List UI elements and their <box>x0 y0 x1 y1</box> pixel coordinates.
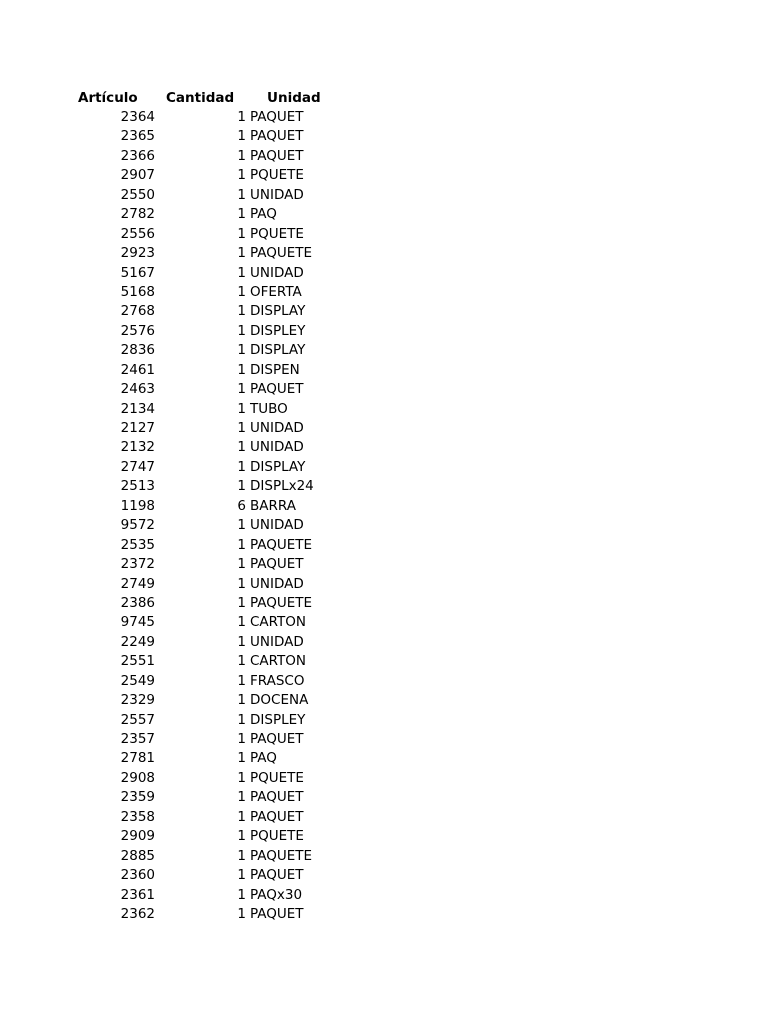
table-row <box>0 633 768 652</box>
cell-cantidad: 1 <box>237 458 246 475</box>
cell-articulo: 2127 <box>120 420 155 436</box>
cell-articulo: 2364 <box>120 109 155 125</box>
table-row <box>0 380 768 399</box>
cell-unidad: PQUETE <box>250 769 304 786</box>
cell-cantidad: 1 <box>237 400 246 417</box>
table-row <box>0 147 768 166</box>
header-unidad: Unidad <box>267 90 321 106</box>
cell-cantidad: 1 <box>237 750 246 767</box>
table-row <box>0 108 768 127</box>
cell-cantidad: 1 <box>237 886 246 903</box>
cell-unidad: PAQUET <box>250 808 304 825</box>
cell-articulo: 2885 <box>120 847 155 864</box>
cell-unidad: UNIDAD <box>250 264 304 281</box>
cell-cantidad: 1 <box>237 283 246 300</box>
cell-cantidad: 1 <box>237 420 246 436</box>
cell-articulo: 2556 <box>120 225 155 242</box>
cell-articulo: 2550 <box>120 186 155 203</box>
cell-unidad: DISPLx24 <box>250 478 314 495</box>
cell-articulo: 2549 <box>120 672 155 689</box>
cell-articulo: 5167 <box>120 264 155 281</box>
cell-cantidad: 1 <box>237 303 246 320</box>
table-row <box>0 769 768 788</box>
cell-articulo: 2909 <box>120 828 155 845</box>
cell-articulo: 2329 <box>120 692 155 709</box>
cell-cantidad: 1 <box>237 264 246 281</box>
cell-unidad: BARRA <box>250 497 296 514</box>
table-row <box>0 536 768 555</box>
table-row <box>0 302 768 321</box>
table-row <box>0 691 768 710</box>
table-row <box>0 127 768 146</box>
cell-cantidad: 1 <box>237 808 246 825</box>
cell-unidad: DOCENA <box>250 692 309 709</box>
cell-articulo: 2361 <box>120 886 155 903</box>
table-row <box>0 594 768 613</box>
cell-unidad: PAQUETE <box>250 536 313 553</box>
cell-cantidad: 1 <box>237 245 246 262</box>
cell-unidad: PAQx30 <box>250 886 303 903</box>
table-row <box>0 419 768 438</box>
table-row <box>0 400 768 419</box>
cell-cantidad: 1 <box>237 478 246 495</box>
table-row <box>0 711 768 730</box>
cell-cantidad: 1 <box>237 556 246 573</box>
cell-articulo: 2781 <box>120 750 155 767</box>
cell-cantidad: 1 <box>237 789 246 806</box>
cell-unidad: CARTON <box>250 614 307 631</box>
cell-cantidad: 1 <box>237 225 246 242</box>
table-row <box>0 322 768 341</box>
cell-articulo: 1198 <box>120 497 155 514</box>
cell-cantidad: 1 <box>237 128 246 145</box>
cell-unidad: PAQUETE <box>250 594 313 611</box>
table-row <box>0 866 768 885</box>
cell-cantidad: 1 <box>237 731 246 747</box>
table-row <box>0 613 768 632</box>
cell-articulo: 2907 <box>120 167 155 184</box>
cell-cantidad: 1 <box>237 828 246 845</box>
cell-unidad: PAQUET <box>250 556 304 573</box>
cell-articulo: 2782 <box>120 206 155 223</box>
cell-unidad: PAQUET <box>250 128 304 145</box>
cell-articulo: 5168 <box>120 283 155 300</box>
table-row <box>0 341 768 360</box>
table-row <box>0 438 768 457</box>
cell-cantidad: 1 <box>237 867 246 884</box>
cell-articulo: 2557 <box>120 711 155 728</box>
table-row <box>0 283 768 302</box>
cell-articulo: 2366 <box>120 147 155 164</box>
cell-cantidad: 1 <box>237 517 246 534</box>
table-row <box>0 749 768 768</box>
cell-unidad: PAQUET <box>250 109 304 125</box>
cell-unidad: PQUETE <box>250 225 304 242</box>
cell-cantidad: 1 <box>237 167 246 184</box>
cell-unidad: PAQ <box>250 206 277 223</box>
table-row <box>0 264 768 283</box>
cell-articulo: 2358 <box>120 808 155 825</box>
table-row <box>0 672 768 691</box>
articles-table <box>0 88 768 924</box>
cell-unidad: PQUETE <box>250 828 304 845</box>
table-row <box>0 205 768 224</box>
table-row <box>0 827 768 846</box>
cell-articulo: 2463 <box>120 381 155 398</box>
cell-articulo: 2372 <box>120 556 155 573</box>
cell-unidad: PAQUET <box>250 731 304 747</box>
cell-articulo: 2551 <box>120 653 155 670</box>
cell-articulo: 2386 <box>120 594 155 611</box>
table-row <box>0 186 768 205</box>
cell-articulo: 2836 <box>120 342 155 359</box>
cell-articulo: 2249 <box>120 633 155 650</box>
cell-cantidad: 1 <box>237 575 246 592</box>
cell-cantidad: 1 <box>237 381 246 398</box>
cell-articulo: 2749 <box>120 575 155 592</box>
cell-cantidad: 1 <box>237 594 246 611</box>
cell-cantidad: 1 <box>237 439 246 456</box>
cell-unidad: UNIDAD <box>250 633 304 650</box>
cell-unidad: CARTON <box>250 653 307 670</box>
table-row <box>0 808 768 827</box>
table-row <box>0 244 768 263</box>
cell-unidad: OFERTA <box>250 283 302 300</box>
cell-articulo: 2576 <box>120 322 155 339</box>
cell-unidad: PAQUETE <box>250 847 313 864</box>
header-cantidad: Cantidad <box>166 90 235 106</box>
table-row <box>0 477 768 496</box>
table-row <box>0 555 768 574</box>
cell-cantidad: 1 <box>237 147 246 164</box>
cell-unidad: PAQ <box>250 750 277 767</box>
cell-cantidad: 1 <box>237 672 246 689</box>
cell-cantidad: 1 <box>237 361 246 378</box>
cell-articulo: 2132 <box>120 439 155 456</box>
cell-unidad: UNIDAD <box>250 575 304 592</box>
cell-articulo: 2365 <box>120 128 155 145</box>
header-articulo: Artículo <box>78 90 138 106</box>
cell-unidad: PAQUET <box>250 789 304 806</box>
cell-unidad: PAQUETE <box>250 245 313 262</box>
cell-unidad: DISPLAY <box>250 303 306 320</box>
cell-cantidad: 1 <box>237 692 246 709</box>
table-row <box>0 225 768 244</box>
cell-articulo: 2923 <box>120 245 155 262</box>
cell-articulo: 2908 <box>120 769 155 786</box>
table-header <box>0 88 768 108</box>
cell-articulo: 2362 <box>120 905 155 922</box>
cell-articulo: 9745 <box>120 614 155 631</box>
cell-articulo: 2768 <box>120 303 155 320</box>
table-row <box>0 788 768 807</box>
cell-articulo: 2747 <box>120 458 155 475</box>
cell-cantidad: 1 <box>237 536 246 553</box>
cell-cantidad: 1 <box>237 653 246 670</box>
cell-unidad: PAQUET <box>250 381 304 398</box>
table-row <box>0 458 768 477</box>
cell-articulo: 2535 <box>120 536 155 553</box>
cell-cantidad: 1 <box>237 633 246 650</box>
cell-cantidad: 1 <box>237 711 246 728</box>
cell-unidad: PAQUET <box>250 147 304 164</box>
table-row <box>0 575 768 594</box>
cell-unidad: UNIDAD <box>250 517 304 534</box>
cell-cantidad: 1 <box>237 186 246 203</box>
cell-unidad: DISPLEY <box>250 322 306 339</box>
table-row <box>0 652 768 671</box>
table-body <box>0 108 768 924</box>
table-row <box>0 497 768 516</box>
table-row <box>0 361 768 380</box>
cell-cantidad: 1 <box>237 905 246 922</box>
cell-articulo: 2134 <box>120 400 155 417</box>
cell-cantidad: 1 <box>237 847 246 864</box>
cell-unidad: PAQUET <box>250 867 304 884</box>
cell-cantidad: 1 <box>237 342 246 359</box>
table-row <box>0 847 768 866</box>
cell-unidad: DISPLEY <box>250 711 306 728</box>
cell-unidad: DISPEN <box>250 361 300 378</box>
cell-unidad: PAQUET <box>250 905 304 922</box>
cell-unidad: DISPLAY <box>250 342 306 359</box>
cell-cantidad: 6 <box>237 497 246 514</box>
cell-cantidad: 1 <box>237 614 246 631</box>
table-row <box>0 166 768 185</box>
cell-unidad: UNIDAD <box>250 420 304 436</box>
table-row <box>0 905 768 924</box>
cell-unidad: PQUETE <box>250 167 304 184</box>
cell-unidad: TUBO <box>250 400 288 417</box>
table-row <box>0 730 768 749</box>
cell-cantidad: 1 <box>237 769 246 786</box>
cell-articulo: 2513 <box>120 478 155 495</box>
cell-unidad: UNIDAD <box>250 439 304 456</box>
cell-articulo: 2359 <box>120 789 155 806</box>
cell-articulo: 2360 <box>120 867 155 884</box>
cell-articulo: 2461 <box>120 361 155 378</box>
cell-cantidad: 1 <box>237 109 246 125</box>
table-row <box>0 886 768 905</box>
cell-cantidad: 1 <box>237 206 246 223</box>
cell-articulo: 2357 <box>120 731 155 747</box>
cell-unidad: DISPLAY <box>250 458 306 475</box>
cell-articulo: 9572 <box>120 517 155 534</box>
table-row <box>0 516 768 535</box>
cell-unidad: UNIDAD <box>250 186 304 203</box>
cell-unidad: FRASCO <box>250 672 305 689</box>
cell-cantidad: 1 <box>237 322 246 339</box>
